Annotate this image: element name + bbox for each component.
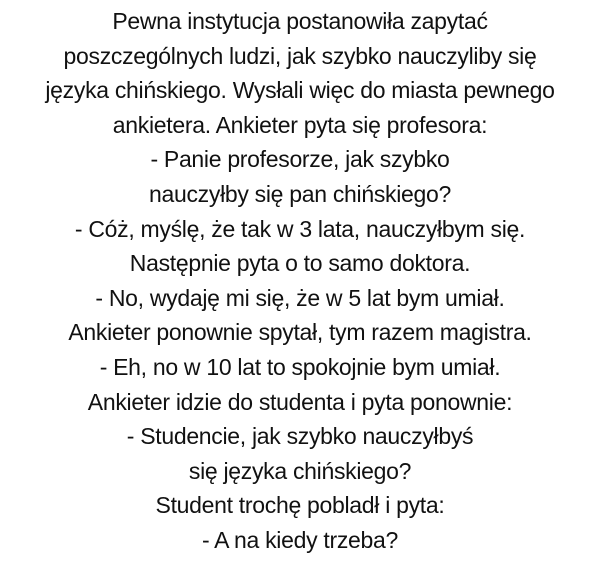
joke-line: Student trochę pobladł i pyta: [155, 492, 445, 519]
joke-line: ankietera. Ankieter pyta się profesora: [112, 111, 488, 138]
joke-line: Pewna instytucja postanowiła zapytać [112, 8, 488, 34]
joke-line: Ankieter idzie do studenta i pyta ponownie: [87, 388, 513, 415]
joke-line: - Cóż, myślę, że tak w 3 lata, nauczyłbym się. [74, 215, 526, 242]
joke-line: Ankieter ponownie spytał, tym razem magistra. [68, 319, 532, 346]
joke-line: - No, wydaję mi się, że w 5 lat bym umiał. [95, 284, 505, 311]
joke-line: nauczyłby się pan chińskiego? [149, 180, 451, 207]
joke-line: - Panie profesorze, jak szybko [150, 146, 450, 173]
joke-line: Następnie pyta o to samo doktora. [129, 250, 471, 277]
joke-line: poszczególnych ludzi, jak szybko nauczyliby się [63, 42, 537, 69]
joke-line: się języka chińskiego? [188, 457, 412, 484]
joke-line: - Studencie, jak szybko nauczyłbyś [126, 423, 474, 450]
joke-text-block [0, 4, 600, 558]
joke-line: - Eh, no w 10 lat to spokojnie bym umiał. [99, 353, 501, 380]
joke-line: - A na kiedy trzeba? [201, 526, 398, 553]
joke-line: języka chińskiego. Wysłali więc do miasta pewnego [45, 77, 555, 104]
